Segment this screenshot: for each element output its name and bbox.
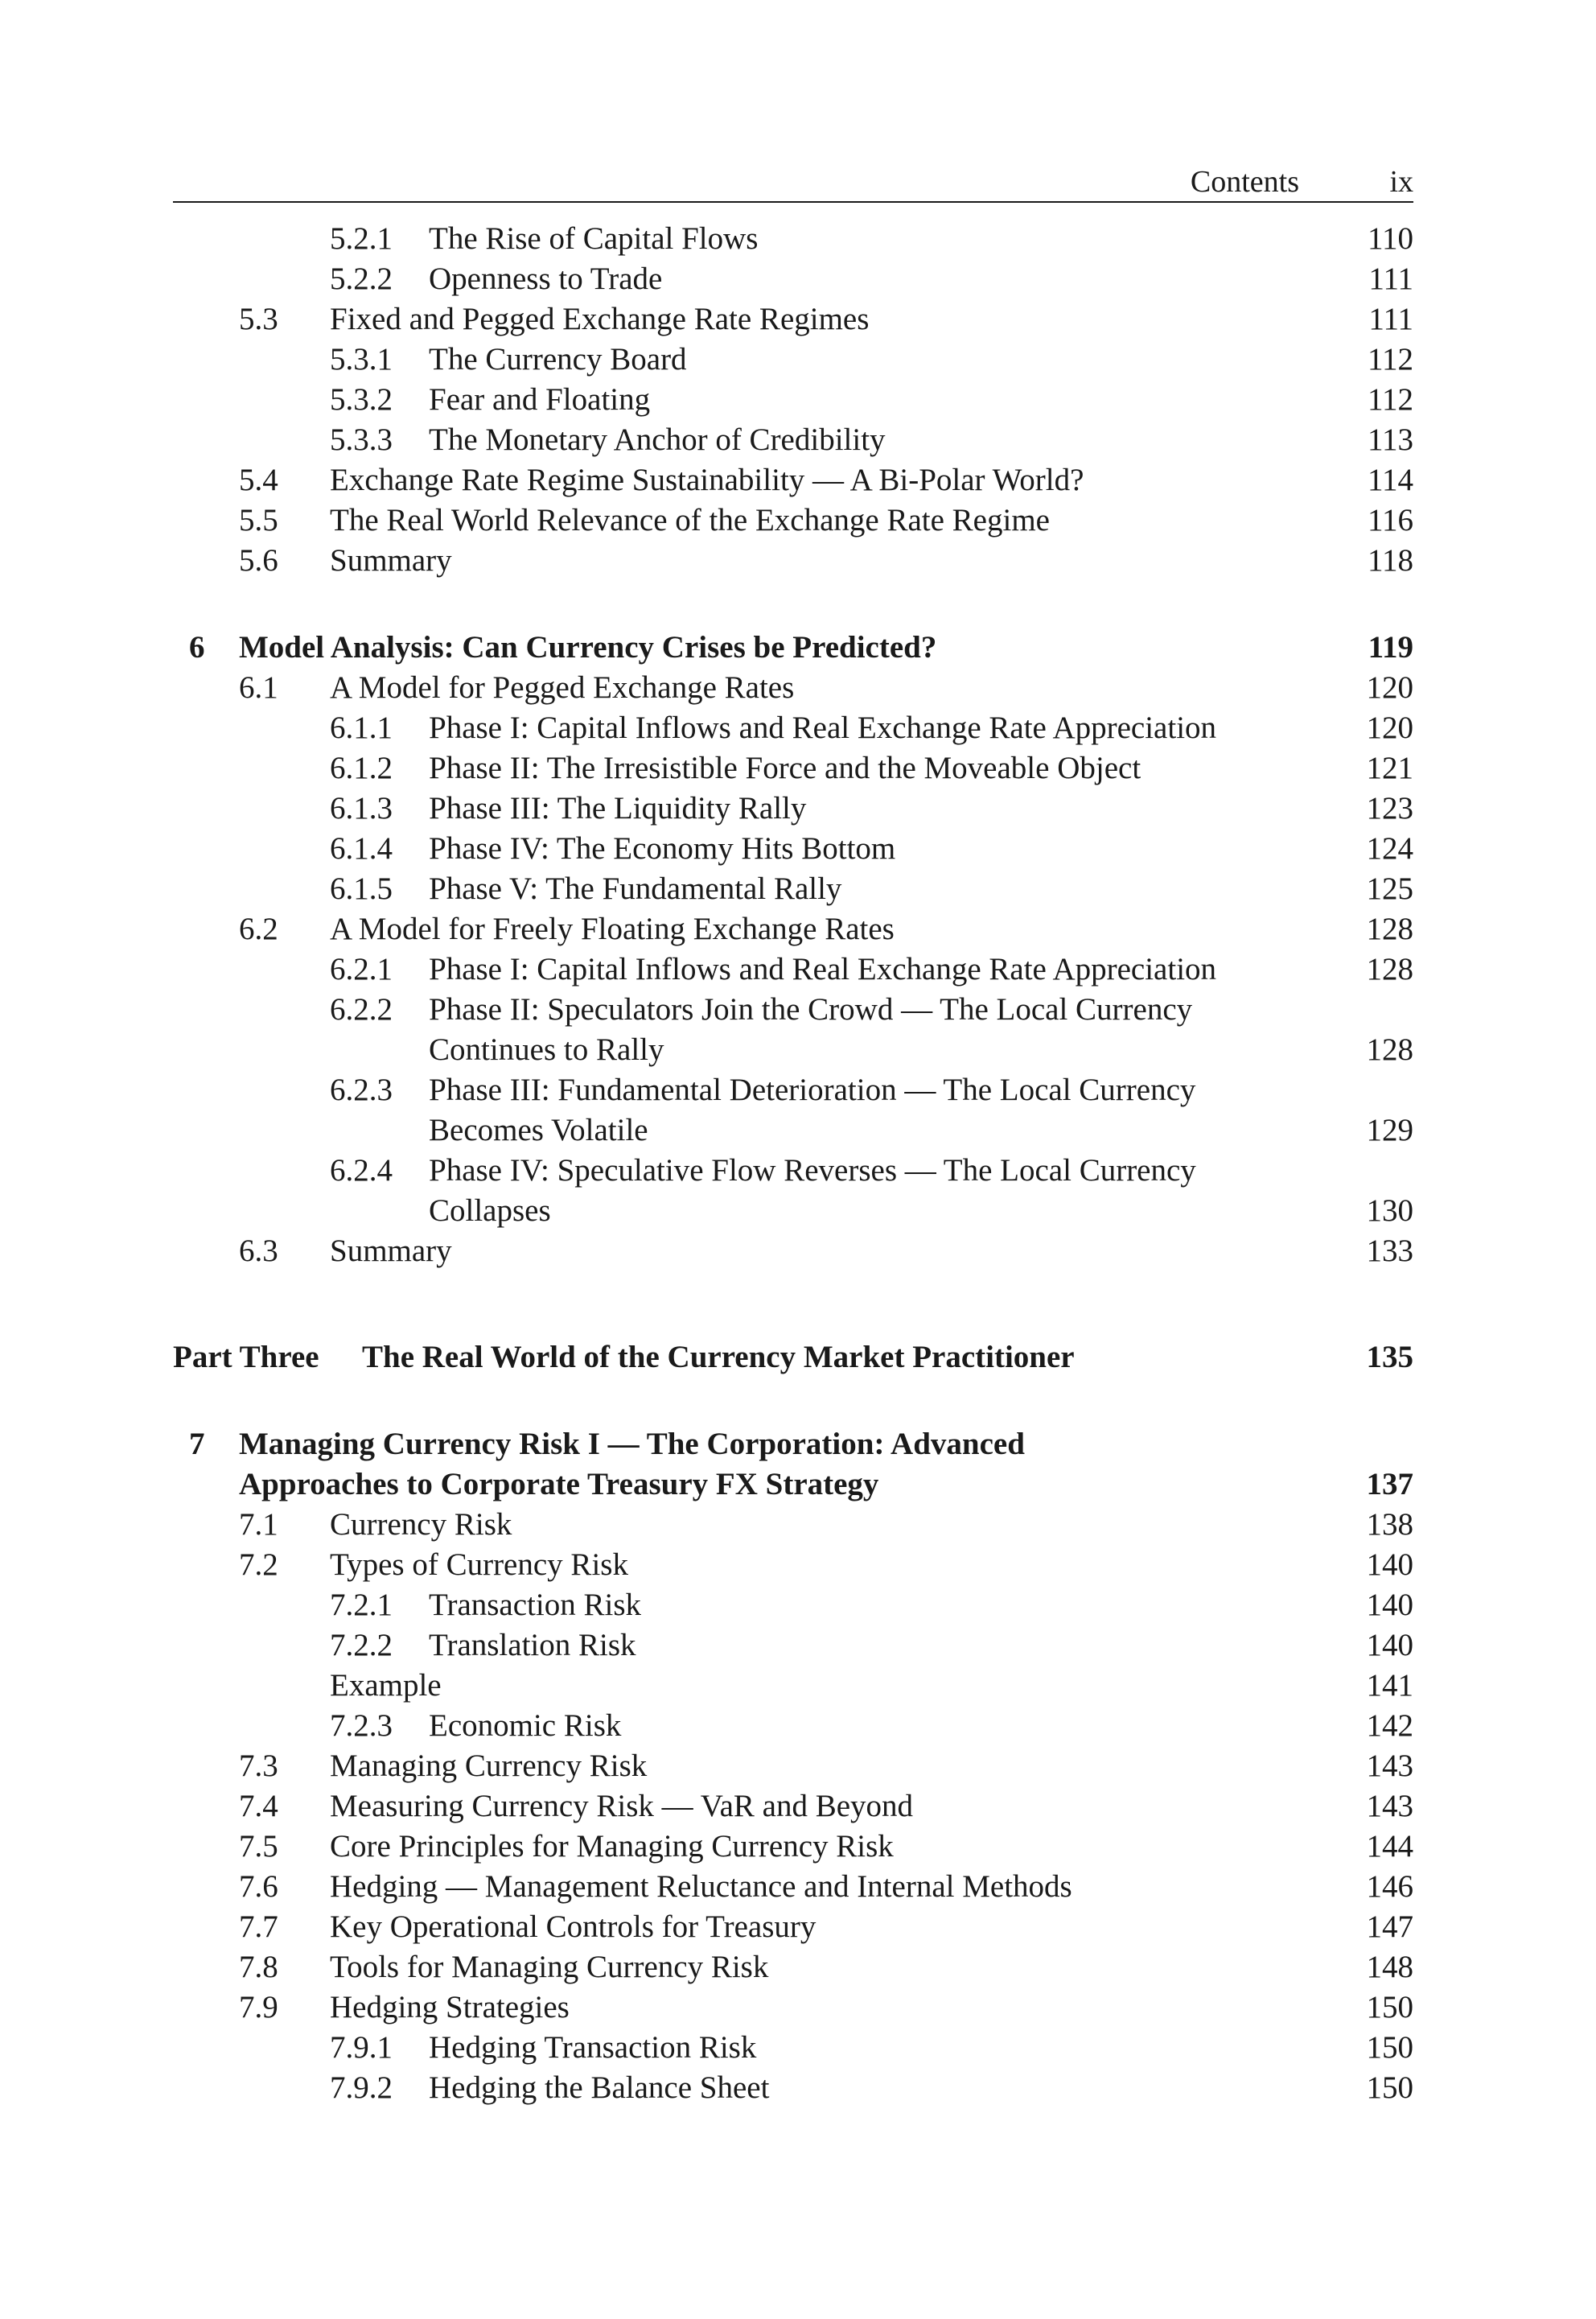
entry-page: 114	[1367, 463, 1413, 497]
entry-number: 6.2.4	[330, 1153, 393, 1188]
entry-number: 5.2.2	[330, 262, 393, 296]
entry-title: Fear and Floating	[429, 382, 651, 417]
entry-title: Openness to Trade	[429, 262, 663, 296]
entry-page: 148	[1366, 1950, 1413, 1984]
toc-section-entry	[0, 748, 1413, 789]
entry-title: The Real World of the Currency Market Practitioner	[362, 1340, 1075, 1374]
entry-title: Currency Risk	[330, 1507, 512, 1542]
entry-page: 140	[1366, 1547, 1413, 1582]
entry-title: Hedging — Management Reluctance and Internal Methods	[330, 1869, 1072, 1904]
entry-number: 6.1.4	[330, 831, 393, 866]
entry-number: 7.3	[239, 1749, 278, 1783]
entry-number: 6.1.5	[330, 871, 393, 906]
entry-page: 138	[1366, 1507, 1413, 1542]
entry-page: 123	[1366, 791, 1413, 826]
running-title: Contents	[1190, 165, 1299, 199]
toc-section-entry	[0, 1867, 1413, 1907]
toc-section-entry	[0, 219, 1413, 259]
toc-section-entry	[0, 420, 1413, 460]
entry-number: 5.4	[239, 463, 278, 497]
entry-page: 150	[1366, 2030, 1413, 2065]
entry-page: 146	[1366, 1869, 1413, 1904]
entry-number: 6	[189, 630, 205, 665]
entry-page: 143	[1366, 1789, 1413, 1823]
toc-section-entry	[0, 541, 1413, 581]
entry-number: 5.3.2	[330, 382, 393, 417]
toc-section-entry	[0, 1746, 1413, 1786]
toc-section-entry	[0, 1151, 1413, 1191]
entry-page: 120	[1366, 670, 1413, 705]
toc-section-entry	[0, 1030, 1413, 1070]
entry-number: 7.2.1	[330, 1588, 393, 1622]
entry-title: Hedging Transaction Risk	[429, 2030, 757, 2065]
entry-number: 5.2.1	[330, 221, 393, 256]
toc-section-entry	[0, 1947, 1413, 1987]
toc-chapter-entry	[0, 628, 1413, 668]
toc-section-entry	[0, 1666, 1413, 1706]
entry-number: 5.3.3	[330, 422, 393, 457]
toc-section-entry	[0, 990, 1413, 1030]
entry-title: Phase III: Fundamental Deterioration — The Local Currency	[429, 1073, 1196, 1107]
entry-page: 140	[1366, 1628, 1413, 1662]
entry-page: 118	[1367, 543, 1413, 578]
entry-title: Phase III: The Liquidity Rally	[429, 791, 807, 826]
toc-section-entry	[0, 1706, 1413, 1746]
entry-title: Continues to Rally	[429, 1032, 664, 1067]
entry-number: 6.2	[239, 912, 278, 946]
entry-page: 119	[1368, 630, 1413, 665]
toc-section-entry	[0, 789, 1413, 829]
entry-page: 112	[1367, 342, 1413, 377]
entry-title: Phase II: The Irresistible Force and the Moveable Object	[429, 751, 1141, 785]
entry-title: Managing Currency Risk	[330, 1749, 648, 1783]
entry-title: Example	[330, 1668, 442, 1703]
entry-title: Measuring Currency Risk — VaR and Beyond	[330, 1789, 914, 1823]
entry-title: Approaches to Corporate Treasury FX Strategy	[239, 1467, 879, 1501]
page-number: ix	[1389, 165, 1413, 199]
entry-title: Tools for Managing Currency Risk	[330, 1950, 769, 1984]
toc-section-entry	[0, 340, 1413, 380]
entry-page: 125	[1366, 871, 1413, 906]
entry-page: 129	[1366, 1113, 1413, 1147]
toc-section-entry	[0, 380, 1413, 420]
entry-title: Transaction Risk	[429, 1588, 641, 1622]
toc-section-entry	[0, 500, 1413, 541]
entry-number: 7.9.2	[330, 2070, 393, 2105]
entry-number: 6.2.3	[330, 1073, 393, 1107]
toc-chapter-entry	[0, 1424, 1413, 1464]
entry-title: Phase I: Capital Inflows and Real Exchange Rate Appreciation	[429, 952, 1217, 987]
entry-title: Translation Risk	[429, 1628, 636, 1662]
toc-section-entry	[0, 1827, 1413, 1867]
entry-page: 137	[1366, 1467, 1413, 1501]
toc-section-entry	[0, 1505, 1413, 1545]
entry-title: Summary	[330, 1234, 452, 1268]
entry-page: 128	[1366, 952, 1413, 987]
entry-page: 133	[1366, 1234, 1413, 1268]
entry-title: The Currency Board	[429, 342, 687, 377]
entry-title: Key Operational Controls for Treasury	[330, 1909, 817, 1944]
entry-page: 111	[1368, 302, 1413, 336]
entry-number: 6.3	[239, 1234, 278, 1268]
entry-number: 7.6	[239, 1869, 278, 1904]
entry-number: 5.5	[239, 503, 278, 538]
toc-part-entry	[0, 1337, 1413, 1378]
entry-title: Economic Risk	[429, 1708, 622, 1743]
entry-number: 6.1.1	[330, 711, 393, 745]
entry-title: Becomes Volatile	[429, 1113, 648, 1147]
entry-title: Core Principles for Managing Currency Risk	[330, 1829, 894, 1864]
entry-number: 7.9	[239, 1990, 278, 2024]
toc-section-entry	[0, 1625, 1413, 1666]
toc-section-entry	[0, 1231, 1413, 1271]
entry-title: Managing Currency Risk I — The Corporation: Advanced	[239, 1427, 1025, 1461]
entry-number: 6.1	[239, 670, 278, 705]
entry-page: 128	[1366, 1032, 1413, 1067]
entry-title: Phase II: Speculators Join the Crowd — The Local Currency	[429, 992, 1193, 1027]
toc-section-entry	[0, 1545, 1413, 1585]
toc-section-entry	[0, 869, 1413, 909]
entry-title: Model Analysis: Can Currency Crises be Predicted?	[239, 630, 937, 665]
entry-number: 6.2.1	[330, 952, 393, 987]
entry-number: 7.7	[239, 1909, 278, 1944]
entry-page: 110	[1367, 221, 1413, 256]
entry-title: Summary	[330, 543, 452, 578]
entry-page: 150	[1366, 2070, 1413, 2105]
entry-title: Phase V: The Fundamental Rally	[429, 871, 842, 906]
entry-page: 120	[1366, 711, 1413, 745]
toc-section-entry	[0, 668, 1413, 708]
entry-title: Fixed and Pegged Exchange Rate Regimes	[330, 302, 870, 336]
toc-section-entry	[0, 1110, 1413, 1151]
entry-page: 113	[1367, 422, 1413, 457]
entry-page: 128	[1366, 912, 1413, 946]
entry-title: Collapses	[429, 1193, 551, 1228]
entry-number: 7.2	[239, 1547, 278, 1582]
entry-number: 7.2.2	[330, 1628, 393, 1662]
entry-title: A Model for Freely Floating Exchange Rates	[330, 912, 895, 946]
entry-title: The Real World Relevance of the Exchange Rate Regime	[330, 503, 1050, 538]
toc-section-entry	[0, 259, 1413, 299]
entry-page: 111	[1368, 262, 1413, 296]
entry-page: 130	[1366, 1193, 1413, 1228]
entry-page: 140	[1366, 1588, 1413, 1622]
entry-number: 5.3	[239, 302, 278, 336]
toc-section-entry	[0, 1987, 1413, 2028]
toc-section-entry	[0, 2028, 1413, 2068]
entry-number: 7	[189, 1427, 205, 1461]
toc-chapter-entry	[0, 1464, 1413, 1505]
entry-page: 141	[1366, 1668, 1413, 1703]
entry-number: 5.3.1	[330, 342, 393, 377]
toc-section-entry	[0, 708, 1413, 748]
entry-number: 5.6	[239, 543, 278, 578]
entry-title: The Rise of Capital Flows	[429, 221, 759, 256]
entry-page: 150	[1366, 1990, 1413, 2024]
toc-section-entry	[0, 2068, 1413, 2108]
toc-section-entry	[0, 299, 1413, 340]
toc-section-entry	[0, 909, 1413, 949]
entry-number: 7.1	[239, 1507, 278, 1542]
toc-section-entry	[0, 949, 1413, 990]
entry-page: 135	[1366, 1340, 1413, 1374]
entry-page: 116	[1367, 503, 1413, 538]
entry-number: 6.2.2	[330, 992, 393, 1027]
entry-number: 6.1.2	[330, 751, 393, 785]
entry-title: Hedging Strategies	[330, 1990, 570, 2024]
entry-number: 7.8	[239, 1950, 278, 1984]
entry-page: 143	[1366, 1749, 1413, 1783]
toc-section-entry	[0, 1907, 1413, 1947]
entry-title: A Model for Pegged Exchange Rates	[330, 670, 795, 705]
entry-title: Phase IV: The Economy Hits Bottom	[429, 831, 896, 866]
entry-page: 112	[1367, 382, 1413, 417]
entry-number: Part Three	[173, 1340, 319, 1374]
entry-title: Hedging the Balance Sheet	[429, 2070, 770, 2105]
entry-title: Exchange Rate Regime Sustainability — A Bi-Polar World?	[330, 463, 1084, 497]
entry-title: Phase IV: Speculative Flow Reverses — The Local Currency	[429, 1153, 1196, 1188]
entry-number: 6.1.3	[330, 791, 393, 826]
toc-section-entry	[0, 829, 1413, 869]
entry-title: Types of Currency Risk	[330, 1547, 628, 1582]
entry-number: 7.2.3	[330, 1708, 393, 1743]
entry-title: Phase I: Capital Inflows and Real Exchange Rate Appreciation	[429, 711, 1217, 745]
entry-page: 124	[1366, 831, 1413, 866]
toc-section-entry	[0, 1070, 1413, 1110]
entry-page: 147	[1366, 1909, 1413, 1944]
entry-number: 7.9.1	[330, 2030, 393, 2065]
entry-number: 7.5	[239, 1829, 278, 1864]
toc-section-entry	[0, 460, 1413, 500]
entry-number: 7.4	[239, 1789, 278, 1823]
toc-section-entry	[0, 1585, 1413, 1625]
toc-section-entry	[0, 1191, 1413, 1231]
toc-section-entry	[0, 1786, 1413, 1827]
entry-page: 144	[1366, 1829, 1413, 1864]
entry-page: 142	[1366, 1708, 1413, 1743]
entry-title: The Monetary Anchor of Credibility	[429, 422, 886, 457]
entry-page: 121	[1366, 751, 1413, 785]
